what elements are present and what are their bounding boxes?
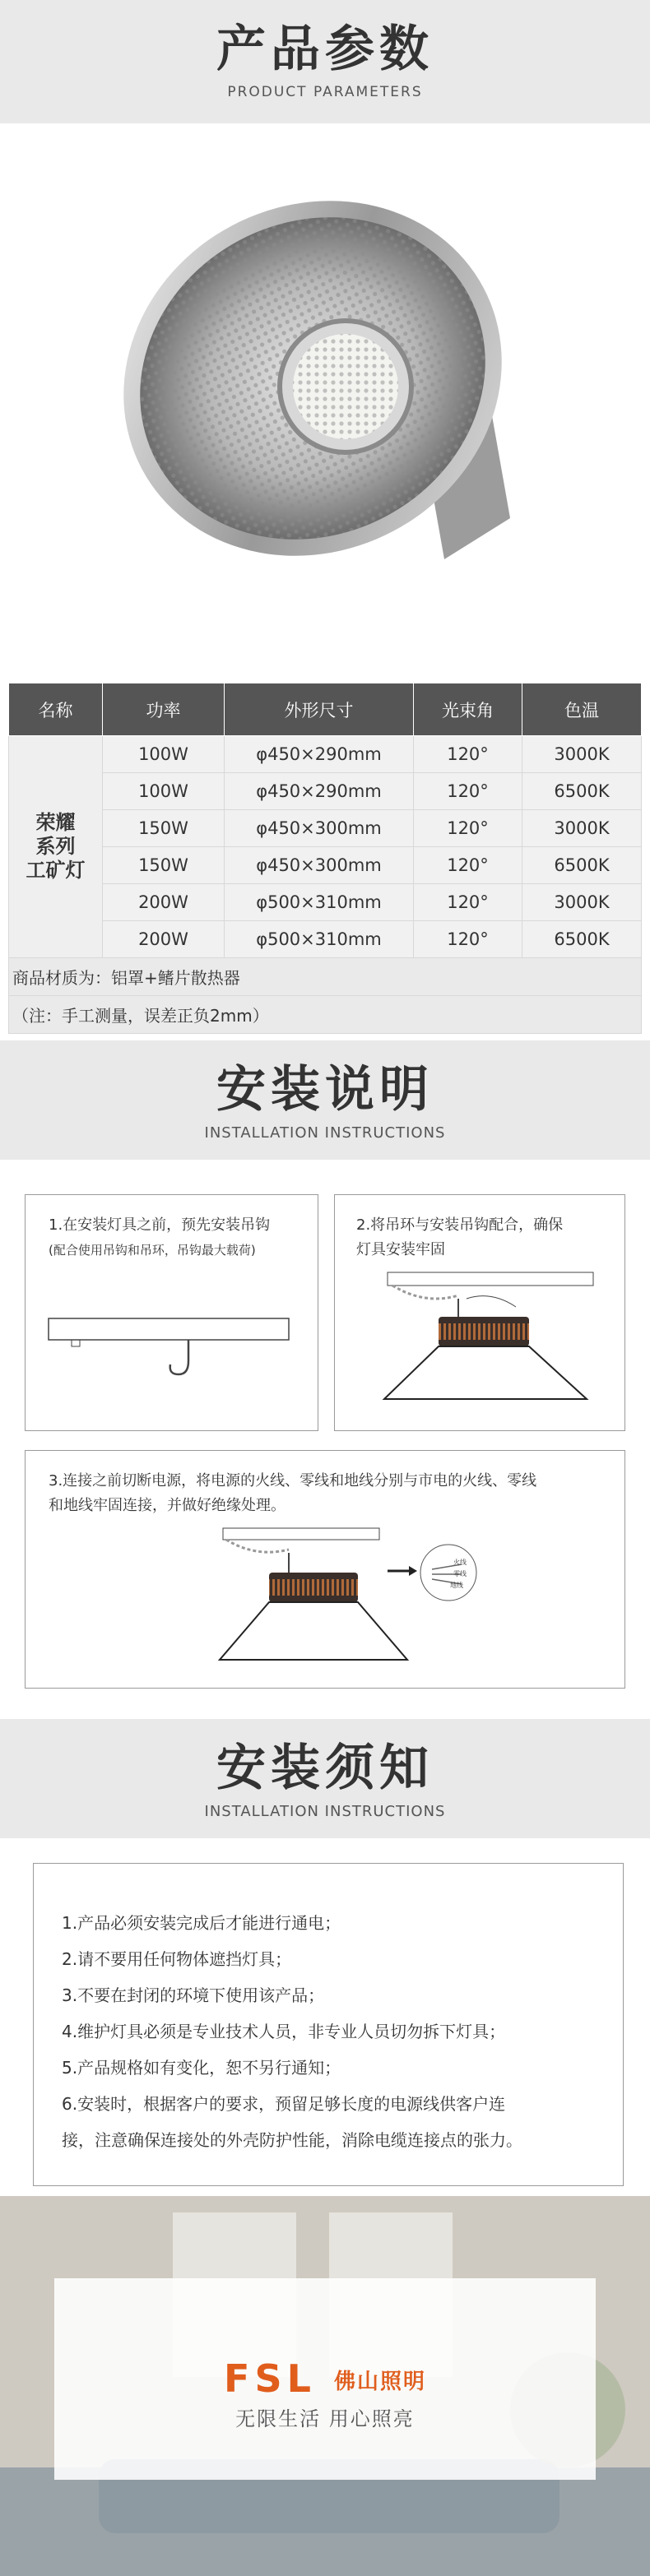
step-text: 2.将吊环与安装吊钩配合，确保 [356,1216,564,1234]
section-header-notice [0,1719,650,1838]
section-header-product-parameters [0,0,650,123]
brand-logo-cn: 佛山照明 [333,2370,426,2394]
table-row [9,884,642,921]
list-item: 接，注意确保连接处的外壳防护性能，消除电缆连接点的张力。 [62,2130,522,2150]
install-step-1 [25,1194,318,1431]
table-row [9,847,642,884]
section-header-installation [0,1040,650,1160]
notice-list [33,1863,624,2186]
cell-beam: 120° [414,773,522,810]
step-text: 和地线牢固连接，并做好绝缘处理。 [49,1497,286,1514]
cell-size: φ450×290mm [225,773,414,810]
cell-power: 150W [103,810,225,847]
list-item: 5.产品规格如有变化，恕不另行通知； [62,2058,341,2078]
table-row [9,810,642,847]
material-row [9,958,642,996]
list-item: 2.请不要用任何物体遮挡灯具； [62,1949,292,1969]
col-cct-header: 色温 [522,683,642,736]
cell-beam: 120° [414,736,522,773]
cell-size: φ450×290mm [225,736,414,773]
wiring-diagram [26,1522,626,1686]
list-item: 1.产品必须安装完成后才能进行通电； [62,1913,341,1933]
brand-panel [54,2278,596,2480]
step-text: 灯具安装牢固 [356,1241,445,1258]
list-item: 6.安装时，根据客户的要求，预留足够长度的电源线供客户连 [62,2094,506,2114]
cell-power: 100W [103,773,225,810]
step-subtext: (配合使用吊钩和吊环，吊钩最大载荷) [49,1243,256,1258]
install-step-3 [25,1450,625,1689]
cell-beam: 120° [414,921,522,958]
brand-slogan: 无限生活 用心照亮 [235,2407,415,2430]
cell-cct: 3000K [522,736,642,773]
cell-power: 200W [103,921,225,958]
cell-cct: 3000K [522,884,642,921]
section-title: 安装须知 [216,1740,434,1797]
cell-cct: 3000K [522,810,642,847]
cell-cct: 6500K [522,921,642,958]
brand-logo [54,2356,596,2401]
section-title: 产品参数 [216,21,434,78]
note-row [9,996,642,1034]
cell-power: 200W [103,884,225,921]
ceiling-hook-diagram [26,1286,305,1425]
material-text: 商品材质为：铝罩+鳍片散热器 [9,958,642,996]
section-title: 安装说明 [216,1061,434,1119]
cell-beam: 120° [414,847,522,884]
step-text: 1.在安装灯具之前，预先安装吊钩 [49,1216,271,1234]
wire-label-live: 火线 [453,1559,467,1566]
note-text: （注：手工测量，误差正负2mm） [9,996,642,1034]
table-row [9,921,642,958]
step-text: 3.连接之前切断电源，将电源的火线、零线和地线分别与市电的火线、零线 [49,1472,537,1490]
cell-size: φ450×300mm [225,847,414,884]
cell-size: φ500×310mm [225,884,414,921]
list-item: 4.维护灯具必须是专业技术人员，非专业人员切勿拆下灯具； [62,2022,506,2041]
cell-power: 100W [103,736,225,773]
cell-size: φ450×300mm [225,810,414,847]
section-subtitle: INSTALLATION INSTRUCTIONS [204,1124,446,1142]
table-row [9,736,642,773]
table-row [9,773,642,810]
col-beam-header: 光束角 [414,683,522,736]
cell-cct: 6500K [522,773,642,810]
lamp-hanging-diagram [335,1266,626,1430]
cell-size: φ500×310mm [225,921,414,958]
install-step-2 [334,1194,625,1431]
col-size-header: 外形尺寸 [225,683,414,736]
brand-logo-latin: FSL [224,2356,316,2401]
cell-power: 150W [103,847,225,884]
product-name: 荣耀 系列 工矿灯 [9,736,103,958]
wire-label-neutral: 零线 [453,1570,467,1578]
section-subtitle: INSTALLATION INSTRUCTIONS [204,1803,446,1820]
cell-beam: 120° [414,810,522,847]
spec-table [8,683,642,1034]
list-item: 3.不要在封闭的环境下使用该产品； [62,1985,325,2005]
col-name-header: 名称 [9,683,103,736]
cell-beam: 120° [414,884,522,921]
high-bay-lamp-image [99,132,543,658]
section-subtitle: PRODUCT PARAMETERS [227,84,423,100]
brand-footer [0,2196,650,2576]
cell-cct: 6500K [522,847,642,884]
col-power-header: 功率 [103,683,225,736]
wire-label-ground: 地线 [450,1582,463,1589]
